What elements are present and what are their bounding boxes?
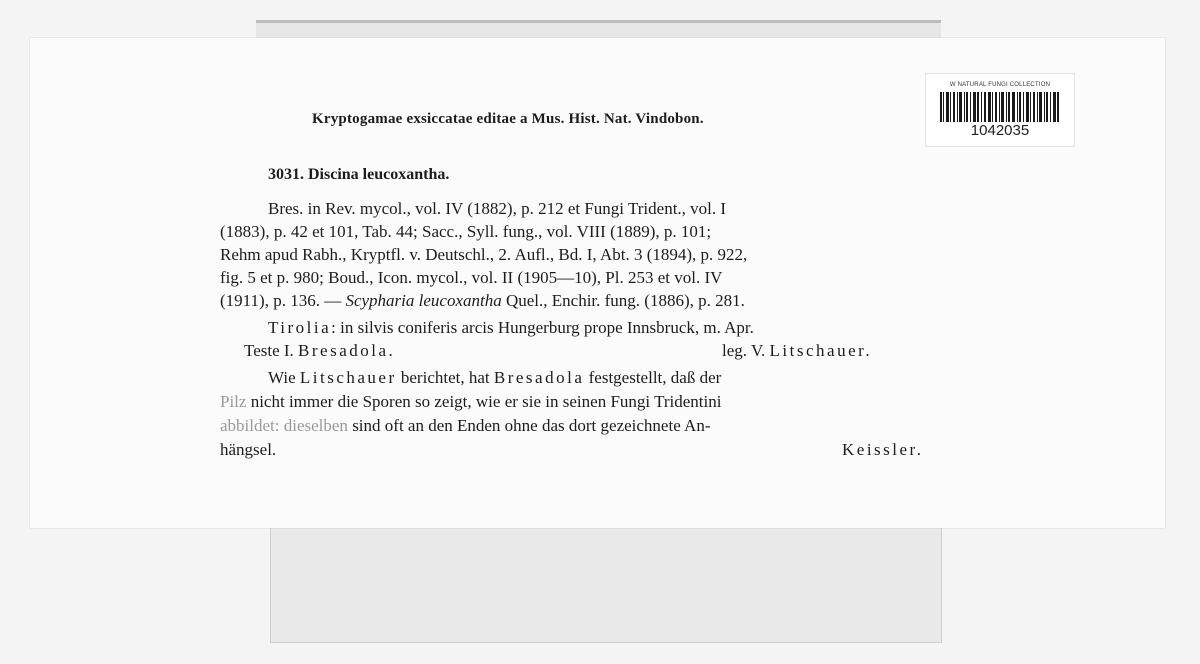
note-line xyxy=(220,392,721,412)
note-text-faded: Pilz xyxy=(220,392,247,411)
note-text: festgestellt, daß der xyxy=(584,368,722,387)
barcode-label xyxy=(925,73,1075,147)
reference-line: (1883), p. 42 et 101, Tab. 44; Sacc., Syll. fung., vol. VIII (1889), p. 101; xyxy=(220,222,712,241)
note-line xyxy=(268,368,721,388)
note-text: berichtet, hat xyxy=(396,368,494,387)
note-text: sind oft an den Enden ohne das dort gezeichnete An- xyxy=(347,416,711,435)
envelope-flap xyxy=(270,520,942,643)
reference-text: (1911), p. 136. — xyxy=(220,291,346,310)
locality-region: Tirolia xyxy=(268,318,332,337)
barcode-number: 1042035 xyxy=(970,122,1030,139)
collection-header: Kryptogamae exsiccatae editae a Mus. Hist. Nat. Vindobon. xyxy=(312,111,704,127)
note-name: Litschauer xyxy=(299,368,397,387)
teste-line xyxy=(244,341,395,361)
note-text: Wie xyxy=(268,368,300,387)
signature: Keissler. xyxy=(842,440,924,459)
note-text: nicht immer die Sporen so zeigt, wie er sie in seinen Fungi Tridentini xyxy=(246,392,722,411)
teste-prefix: Teste I. xyxy=(244,341,299,360)
note-line: hängsel. xyxy=(220,440,277,459)
note-line xyxy=(220,416,711,436)
locality-line xyxy=(268,318,754,338)
teste-name: Bresadola. xyxy=(298,341,396,360)
collector-name: Litschauer. xyxy=(769,341,873,360)
reference-line-last xyxy=(220,291,745,311)
reference-line: Rehm apud Rabh., Kryptfl. v. Deutschl., 2. Aufl., Bd. I, Abt. 3 (1894), p. 922, xyxy=(220,245,748,264)
note-name: Bresadola xyxy=(493,368,585,387)
reference-line: fig. 5 et p. 980; Boud., Icon. mycol., vol. II (1905—10), Pl. 253 et vol. IV xyxy=(220,268,723,287)
synonym-name: Scypharia leucoxantha xyxy=(345,291,502,310)
barcode-icon xyxy=(940,92,1060,122)
species-title: 3031. Discina leucoxantha. xyxy=(268,166,450,183)
collector-prefix: leg. V. xyxy=(722,341,770,360)
reference-line: Bres. in Rev. mycol., vol. IV (1882), p. 212 et Fungi Trident., vol. I xyxy=(268,199,727,218)
note-text-faded: abbildet: dieselben xyxy=(220,416,348,435)
reference-text: Quel., Enchir. fung. (1886), p. 281. xyxy=(501,291,745,310)
locality-text: : in silvis coniferis arcis Hungerburg prope Innsbruck, m. Apr. xyxy=(331,318,754,337)
barcode-caption: W NATURAL FUNGI COLLECTION xyxy=(949,82,1051,88)
collector-line xyxy=(722,341,872,361)
